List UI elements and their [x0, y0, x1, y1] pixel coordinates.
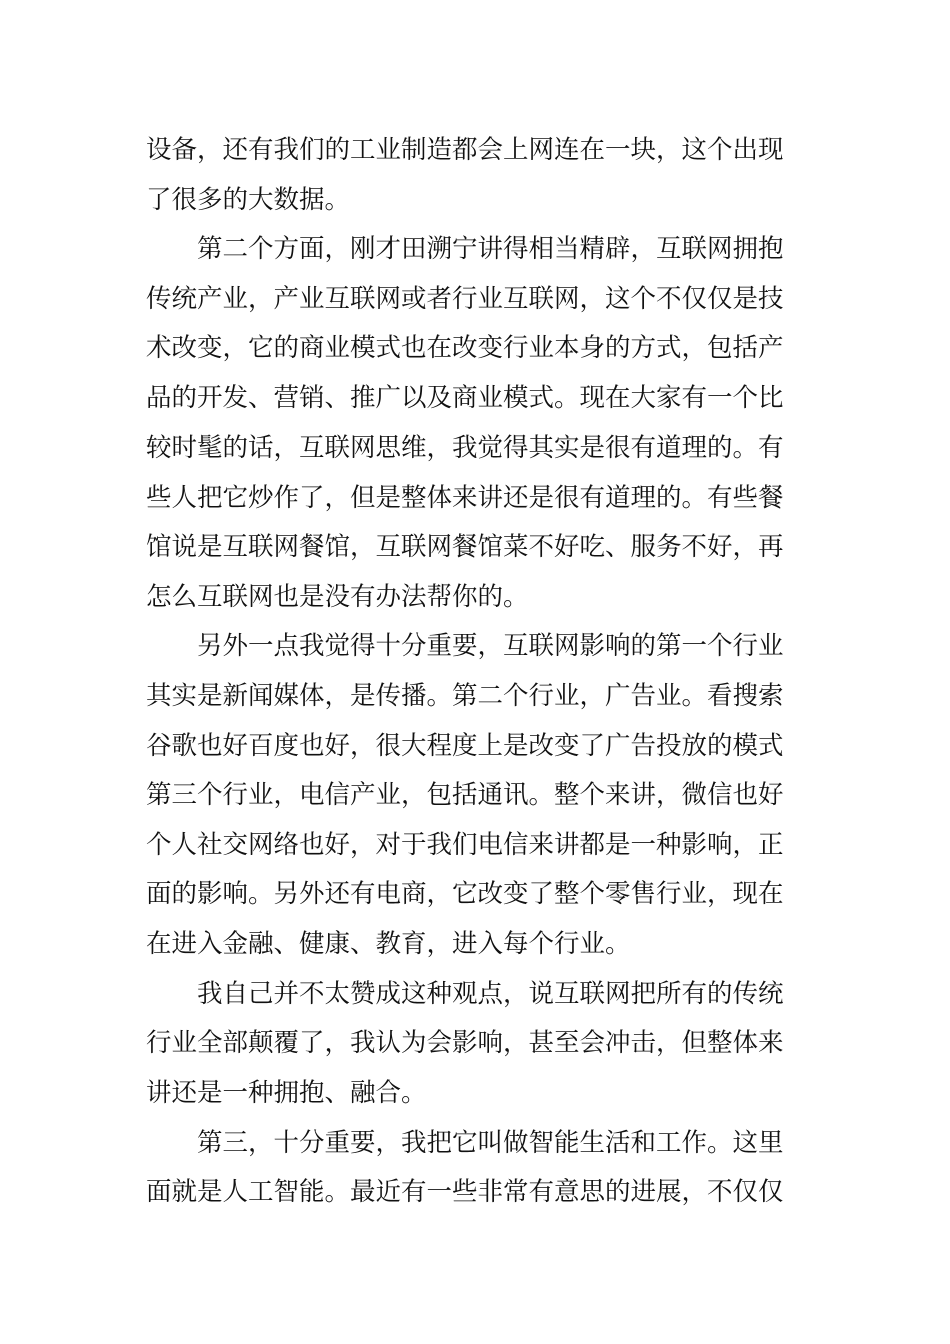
text-line: 谷歌也好百度也好，很大程度上是改变了广告投放的模式: [146, 731, 784, 761]
text-line: 第三，十分重要，我把它叫做智能生活和工作。这里: [146, 1128, 784, 1158]
text-line: 我自己并不太赞成这种观点，说互联网把所有的传统: [146, 979, 784, 1009]
text-line: 传统产业，产业互联网或者行业互联网，这个不仅仅是技: [146, 284, 784, 314]
text-line: 行业全部颠覆了，我认为会影响，甚至会冲击，但整体来: [146, 1028, 784, 1058]
text-line: 较时髦的话，互联网思维，我觉得其实是很有道理的。有: [146, 433, 784, 463]
text-line: 术改变，它的商业模式也在改变行业本身的方式，包括产: [146, 333, 784, 363]
text-line: 了很多的大数据。: [146, 185, 351, 215]
text-line: 另外一点我觉得十分重要，互联网影响的第一个行业: [146, 631, 784, 661]
text-line: 面就是人工智能。最近有一些非常有意思的进展，不仅仅: [146, 1177, 784, 1207]
text-line: 馆说是互联网餐馆，互联网餐馆菜不好吃、服务不好，再: [146, 532, 784, 562]
text-line: 第三个行业，电信产业，包括通讯。整个来讲，微信也好: [146, 780, 784, 810]
text-line: 怎么互联网也是没有办法帮你的。: [146, 582, 529, 612]
text-line: 其实是新闻媒体，是传播。第二个行业，广告业。看搜索: [146, 681, 784, 711]
text-line: 在进入金融、健康、教育，进入每个行业。: [146, 929, 631, 959]
text-line: 设备，还有我们的工业制造都会上网连在一块，这个出现: [146, 135, 784, 165]
text-line: 第二个方面，刚才田溯宁讲得相当精辟，互联网拥抱: [146, 234, 784, 264]
text-line: 些人把它炒作了，但是整体来讲还是很有道理的。有些餐: [146, 483, 784, 513]
text-line: 个人社交网络也好，对于我们电信来讲都是一种影响，正: [146, 830, 784, 860]
text-line: 品的开发、营销、推广以及商业模式。现在大家有一个比: [146, 383, 784, 413]
text-line: 讲还是一种拥抱、融合。: [146, 1078, 427, 1108]
text-line: 面的影响。另外还有电商，它改变了整个零售行业，现在: [146, 879, 784, 909]
